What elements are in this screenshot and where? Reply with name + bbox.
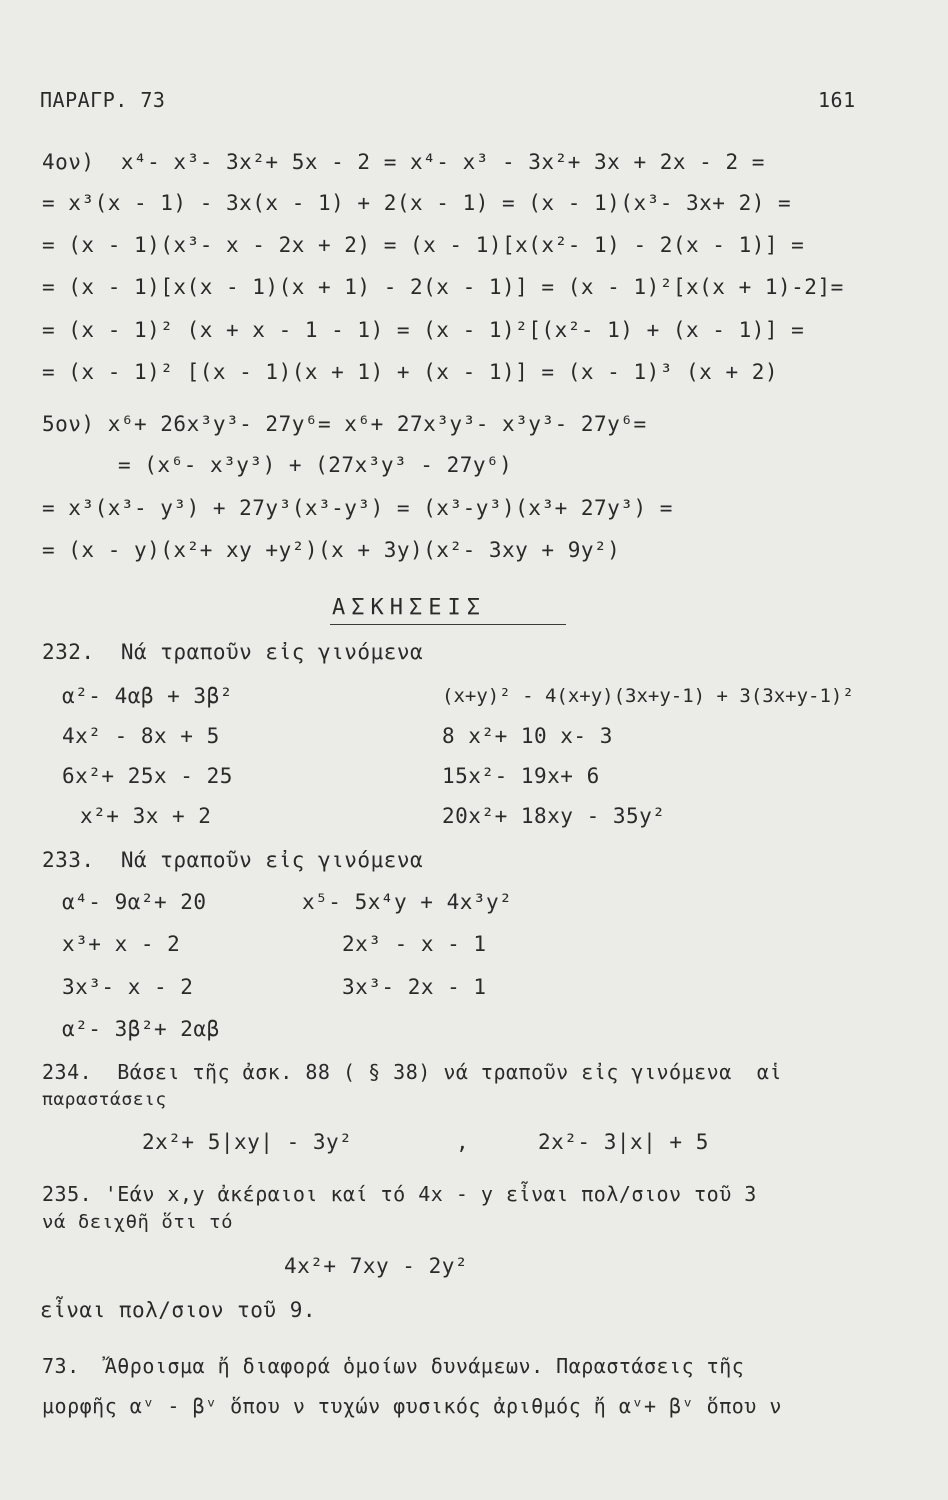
exercise-title: 234. Βάσει τῆς ἀσκ. 88 ( § 38) νά τραποῦν εἰς γινόμενα αἱ xyxy=(42,1060,782,1084)
derivation-line: = x³(x - 1) - 3x(x - 1) + 2(x - 1) = (x - 1)(x³- 3x+ 2) = xyxy=(42,191,792,215)
separator-comma: , xyxy=(456,1130,470,1154)
exercise-item: 6x²+ 25x - 25 xyxy=(62,764,233,788)
derivation-line: = x³(x³- y³) + 27y³(x³-y³) = (x³-y³)(x³+ 27y³) = xyxy=(42,496,673,520)
running-header: ΠΑΡΑΓΡ. 73 xyxy=(40,88,166,112)
exercise-item: x⁵- 5x⁴y + 4x³y² xyxy=(302,890,513,914)
derivation-line: = (x⁶- x³y³) + (27x³y³ - 27y⁶) xyxy=(118,453,513,477)
exercise-item: α²- 4αβ + 3β² xyxy=(62,684,233,708)
section-title: 73. Ἄθροισμα ἤ διαφορά ὁμοίων δυνάμεων. Παραστάσεις τῆς xyxy=(42,1354,745,1378)
derivation-line: = (x - y)(x²+ xy +y²)(x + 3y)(x²- 3xy + 9y²) xyxy=(42,538,621,562)
exercise-title: 233. Νά τραποῦν εἰς γινόμενα xyxy=(42,848,424,872)
exercise-item: 4x² - 8x + 5 xyxy=(62,724,220,748)
derivation-line: = (x - 1)² [(x - 1)(x + 1) + (x - 1)] = (x - 1)³ (x + 2) xyxy=(42,360,779,384)
exercise-item: 15x²- 19x+ 6 xyxy=(442,764,600,788)
exercise-item: α²- 3β²+ 2αβ xyxy=(62,1017,220,1041)
exercise-item: 3x³- 2x - 1 xyxy=(342,975,487,999)
exercise-item: 4x²+ 7xy - 2y² xyxy=(284,1254,469,1278)
derivation-line: 4ον) x⁴- x³- 3x²+ 5x - 2 = x⁴- x³ - 3x²+ 3x + 2x - 2 = xyxy=(42,150,765,174)
exercise-item: x³+ x - 2 xyxy=(62,932,181,956)
exercise-item: 2x²+ 5|xy| - 3y² xyxy=(142,1130,353,1154)
page-number: 161 xyxy=(818,88,856,112)
exercise-title: 235. 'Εάν x,y ἀκέραιοι καί τό 4x - y εἶναι πολ/σιον τοῦ 3 xyxy=(42,1182,757,1206)
exercise-item: (x+y)² - 4(x+y)(3x+y-1) + 3(3x+y-1)² xyxy=(442,685,854,707)
exercise-text: εἶναι πολ/σιον τοῦ 9. xyxy=(40,1298,317,1322)
derivation-line: = (x - 1)[x(x - 1)(x + 1) - 2(x - 1)] = (x - 1)²[x(x + 1)-2]= xyxy=(42,275,844,299)
exercise-item: 2x³ - x - 1 xyxy=(342,932,487,956)
derivation-line: = (x - 1)(x³- x - 2x + 2) = (x - 1)[x(x²- 1) - 2(x - 1)] = xyxy=(42,233,805,257)
exercise-item: 8 x²+ 10 x- 3 xyxy=(442,724,613,748)
exercise-item: 3x³- x - 2 xyxy=(62,975,194,999)
exercise-item: 20x²+ 18xy - 35y² xyxy=(442,804,666,828)
derivation-line: = (x - 1)² (x + x - 1 - 1) = (x - 1)²[(x²- 1) + (x - 1)] = xyxy=(42,318,805,342)
exercise-title: 232. Νά τραποῦν εἰς γινόμενα xyxy=(42,640,424,664)
exercise-item: α⁴- 9α²+ 20 xyxy=(62,890,207,914)
exercises-heading: ΑΣΚΗΣΕΙΣ xyxy=(332,595,486,620)
exercise-item: x²+ 3x + 2 xyxy=(80,804,212,828)
heading-underline xyxy=(330,624,566,625)
exercise-text: νά δειχθῆ ὅτι τό xyxy=(42,1211,234,1233)
derivation-line: 5ον) x⁶+ 26x³y³- 27y⁶= x⁶+ 27x³y³- x³y³- 27y⁶= xyxy=(42,412,647,436)
exercise-item: 2x²- 3|x| + 5 xyxy=(538,1130,709,1154)
exercise-text: παραστάσεις xyxy=(42,1089,167,1110)
section-text: μορφῆς αᵛ - βᵛ ὅπου ν τυχών φυσικός ἀριθμός ἤ αᵛ+ βᵛ ὅπου ν xyxy=(42,1394,782,1418)
